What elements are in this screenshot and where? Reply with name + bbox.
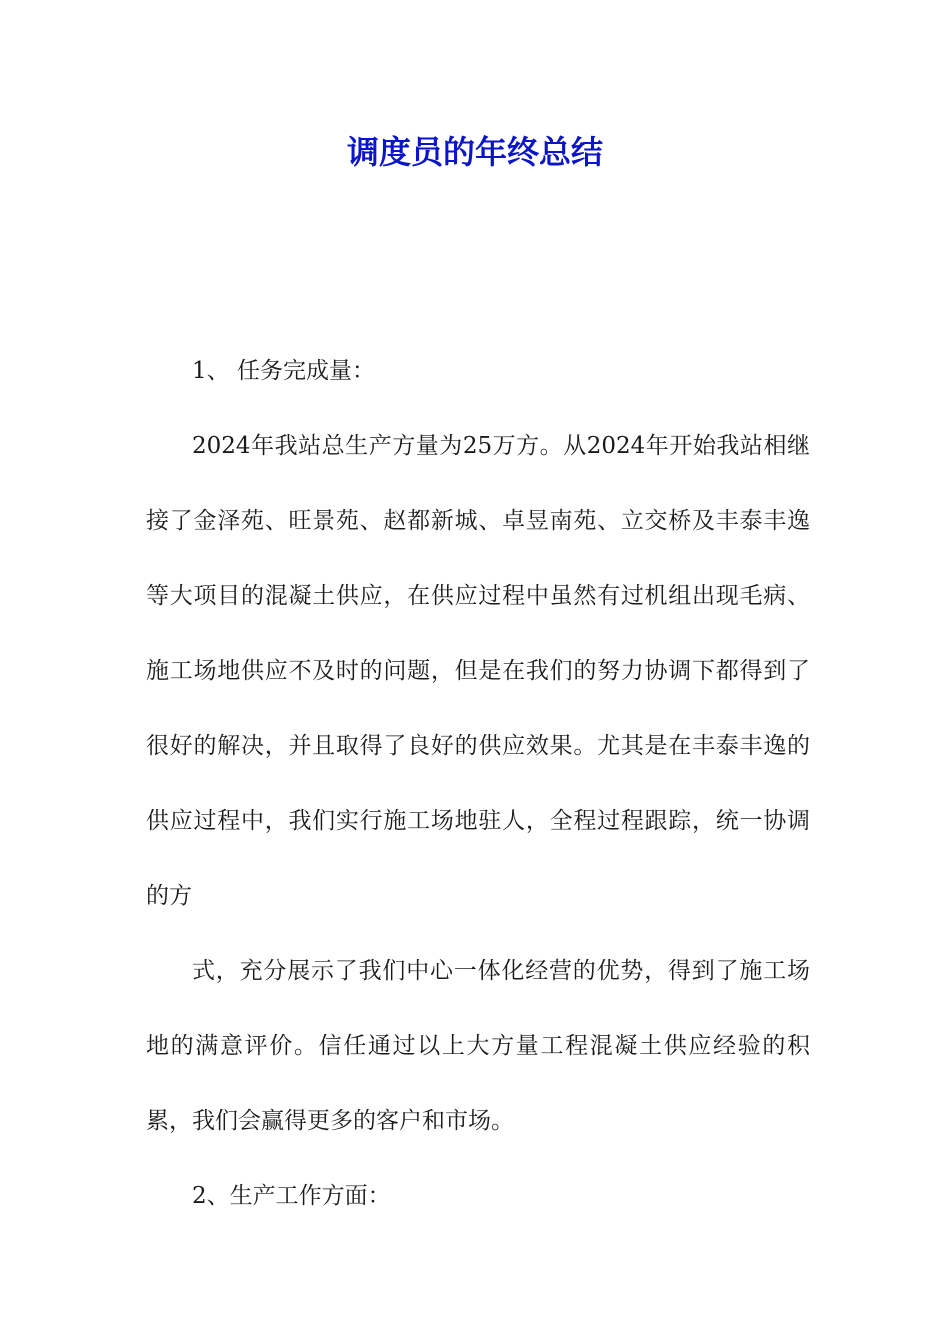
section-heading-task-completion: 1、 任务完成量：	[192, 358, 375, 384]
paragraph-production-volume: 2024年我站总生产方量为25万方。从2024年开始我站相继接了金泽苑、旺景苑、赵都新城、卓昱南苑、立交桥及丰泰丰逸等大项目的混凝土供应，在供应过程中虽然有过机组出现毛病、施工场地供应不及时的问题，但是在我们的努力协调下都得到了很好的解决，并且取得了良好的供应效果。尤其是在丰泰丰逸的供应过程中，我们实行施工场地驻人，全程过程跟踪，统一协调的方	[146, 433, 810, 909]
document-title: 调度员的年终总结	[346, 133, 603, 171]
section-heading-production-work: 2、生产工作方面：	[192, 1183, 391, 1209]
paragraph-advantages: 式，充分展示了我们中心一体化经营的优势，得到了施工场地的满意评价。信任通过以上大方量工程混凝土供应经验的积累，我们会赢得更多的客户和市场。	[146, 958, 810, 1134]
document-body	[146, 334, 810, 1234]
